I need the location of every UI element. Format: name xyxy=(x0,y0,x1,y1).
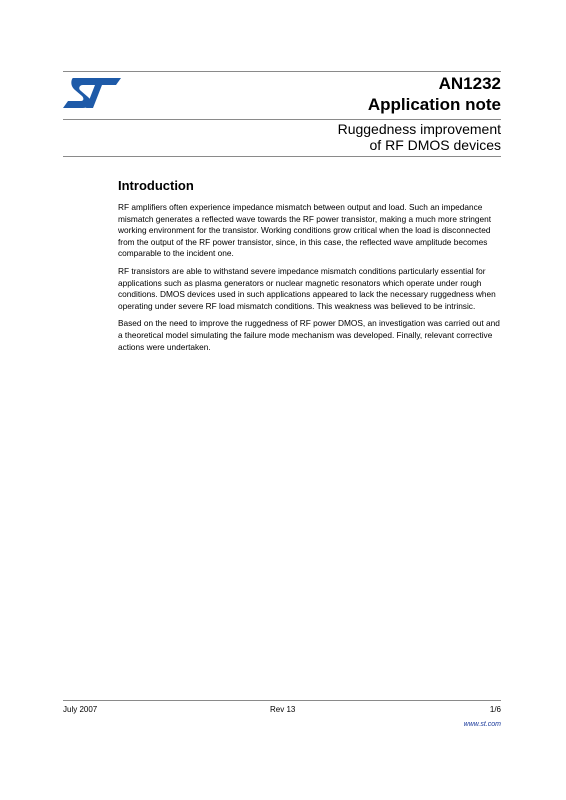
footer-revision: Rev 13 xyxy=(270,705,296,714)
st-logo-icon xyxy=(63,76,121,110)
header-middle-rule xyxy=(63,119,501,120)
body-paragraph-1: RF amplifiers often experience impedance mismatch between output and load. Such an impedance mismatch generates a reflected wave towards the RF power transistor, making a much more stringent working environment for the transistor. Working conditions grow critical when the load is disconnected from the output of the RF power transistor, since, in this case, the reflected wave amplitude becomes comparable to the incident one. xyxy=(118,202,492,259)
header-bottom-rule xyxy=(63,156,501,157)
header-top-rule xyxy=(63,71,501,72)
document-title-line-1: Ruggedness improvement xyxy=(337,121,501,137)
footer-date: July 2007 xyxy=(63,705,98,714)
document-type: Application note xyxy=(367,95,501,114)
footer-rule xyxy=(63,700,501,701)
footer-page-number: 1/6 xyxy=(489,705,501,714)
section-heading: Introduction xyxy=(118,178,194,193)
body-paragraph-2: RF transistors are able to withstand severe impedance mismatch conditions particularly essential for applications such as plasma generators or nuclear magnetic resonators which operate under rough conditions. DMOS devices used in such applications appeared to lack the necessary ruggedness when operating under severe RF load mismatch conditions. This weakness was believed to be intrinsic. xyxy=(118,265,496,311)
main-content xyxy=(118,177,502,359)
document-title-line-2: of RF DMOS devices xyxy=(369,137,501,153)
footer-website-link[interactable]: www.st.com xyxy=(463,721,501,728)
document-number: AN1232 xyxy=(438,74,501,93)
body-paragraph-3: Based on the need to improve the ruggedness of RF power DMOS, an investigation was carried out and a theoretical model simulating the failure mode mechanism was developed. Finally, relevant corrective actions were undertaken. xyxy=(118,318,500,352)
